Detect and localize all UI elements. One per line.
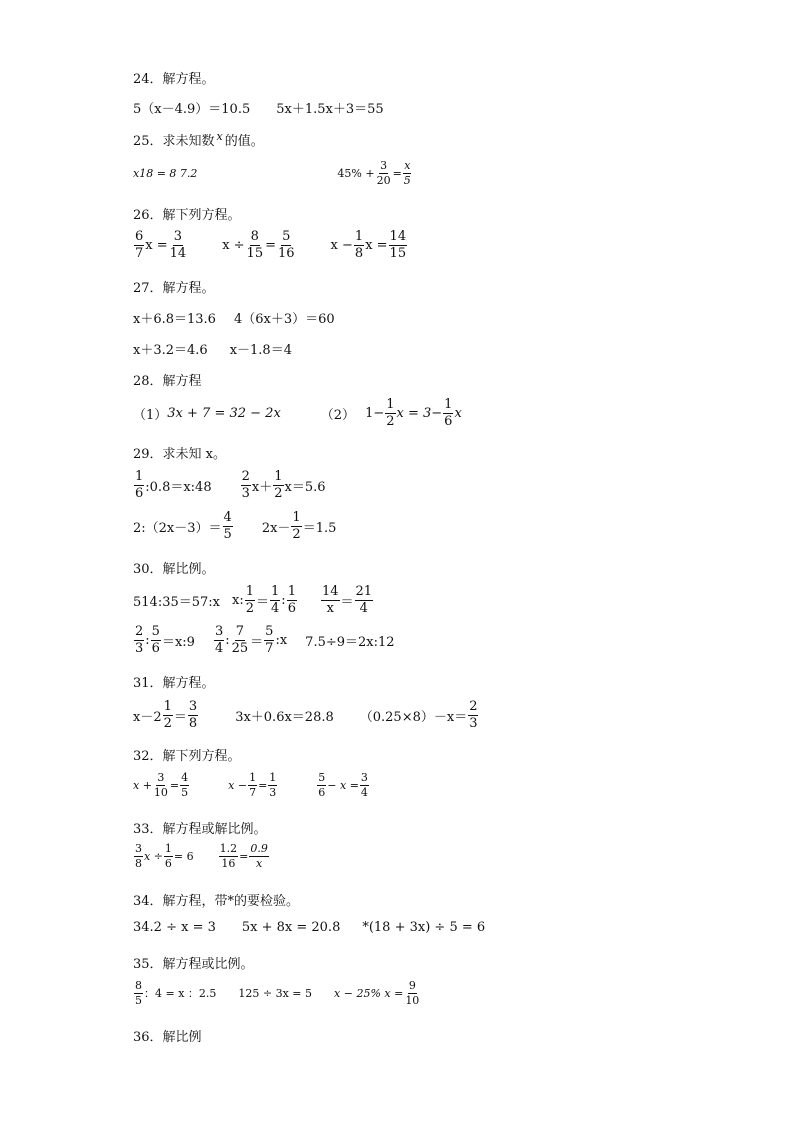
problem-35-equations: 8 5 ：4 = x ：2.5 125 ÷ 3x = 5 x − 25% x = $\frac{9}{10}$ — [135, 979, 420, 1007]
problem-30-row-2: 2 3 : 5 6 ＝x:9 3 4 : 7 25 ＝ 5 7 :x 7.5÷9＝2x:12 — [135, 624, 395, 656]
problem-33-heading: 33．解方程或解比例。 — [133, 822, 267, 837]
problem-32-heading: 32．解下列方程。 — [133, 749, 241, 764]
equation: 5x＋1.5x＋3＝55 — [276, 102, 384, 117]
problem-26-heading: 26．解下列方程。 — [133, 208, 241, 223]
problem-24-equations — [133, 98, 384, 117]
equation: 5（x－4.9）＝10.5 — [133, 102, 251, 117]
problem-34-heading: 34．解方程，带*的要检验。 — [133, 894, 300, 909]
problem-31-heading: 31．解方程。 — [133, 676, 215, 691]
problem-27-heading: 27．解方程。 — [133, 281, 215, 296]
problem-25-heading: 25．求未知数 x 的值。 — [133, 130, 264, 149]
problem-35-heading: 35．解方程或比例。 — [133, 957, 254, 972]
problem-29-row-2: 2:（2x－3）＝ 4 5 2x－ 1 2 ＝1.5 — [133, 510, 337, 542]
problem-25-equations: x18 = 8 7.2 45% + $\frac{3}{20}$ = $\frac{x}{5}$ — [133, 159, 411, 187]
problem-33-equations: 3 8 x ÷ $\frac{1}{6}$ = 6 $\frac{1.2}{16}$ = $\frac{0.9}{x}$ — [135, 842, 268, 870]
problem-24-heading: 24．解方程。 — [133, 72, 215, 87]
problem-29-heading: 29．求未知 x。 — [133, 447, 227, 462]
problem-29-row-1: 1 6 :0.8＝x:48 2 3 x＋ 1 2 x＝5.6 — [135, 469, 326, 501]
problem-26-equations: 6 7 x = $\frac{3}{14}$ x ÷ $\frac{8}{15}$ = $\frac{5}{16}$ x − $\frac{1}{8}$ x = $\frac{14}{15}$ — [135, 229, 407, 261]
problem-34-equations: 34.2 ÷ x = 3 5x + 8x = 20.8 *(18 + 3x) ÷ 5 = 6 — [133, 920, 486, 935]
problem-30-row-1: 514:35＝57:x x: 1 2 ＝ 1 4 : 1 6 14 x ＝ 21 4 — [133, 584, 373, 616]
problem-31-equations: x－2 1 2 ＝ 3 8 3x＋0.6x＝28.8 （0.25×8）－x＝ 2 3 — [133, 699, 478, 731]
problem-27-row-1: x＋6.8＝13.6 4（6x＋3）＝60 — [133, 312, 335, 327]
problem-28-equations: （1） 3x + 7 = 32 − 2x （2） 1− $\frac{1}{2}$ x = 3− $\frac{1}{6}$ x — [133, 397, 462, 429]
problem-30-heading: 30．解比例。 — [133, 562, 215, 577]
problem-32-equations: x + $\frac{3}{10}$ = $\frac{4}{5}$ x − $\frac{1}{7}$ = $\frac{1}{3}$ 5 6 − x = $\frac{3}{4}$ — [133, 771, 368, 799]
problem-36-heading: 36．解比例 — [133, 1030, 202, 1045]
equation: x18 = 8 7.2 — [133, 166, 198, 180]
problem-28-heading: 28．解方程 — [133, 374, 202, 389]
problem-27-row-2: x＋3.2＝4.6 x－1.8＝4 — [133, 343, 292, 358]
